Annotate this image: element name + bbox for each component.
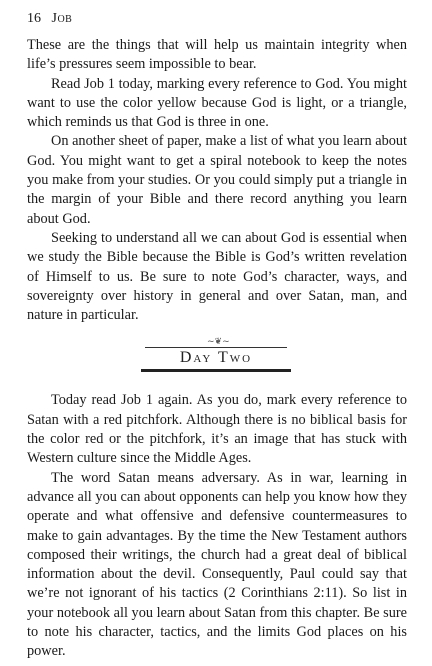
paragraph-1: These are the things that will help us maintain integrity when life’s pressures seem impossible to bear. <box>27 37 407 73</box>
book-page <box>27 10 407 662</box>
body-text-before <box>27 36 407 325</box>
paragraph-2: Read Job 1 today, marking every reference to God. You might want to use the color yellow because God is light, or a triangle, which reminds us that God is three in one. <box>27 75 407 131</box>
section-break <box>27 333 407 381</box>
paragraph-4: Seeking to understand all we can about God is essential when we study the Bible because the Bible is God’s written revelation of Himself to us. Be sure to note God’s character, ways, and sovereignty over history in general and over Satan, man, and nature in particular. <box>27 229 407 324</box>
day-label: Day Two <box>179 349 253 367</box>
day-banner <box>145 339 287 375</box>
running-head <box>27 10 407 30</box>
flourish-ornament-icon: ~❦~ <box>207 337 230 348</box>
book-title: Job <box>51 11 73 26</box>
banner-top-rule <box>145 347 287 348</box>
banner-bottom-rule <box>141 369 291 372</box>
page-number: 16 <box>27 11 41 26</box>
body-text-after <box>27 391 407 661</box>
paragraph-6: The word Satan means adversary. As in war, learning in advance all you can about opponents can help you know how they operate and what offensive and defensive countermeasures to make to gain advantages. By the time the New Testament authors composed their writings, the church had a great deal of biblical information about the devil. Consequently, Paul could say that we’re not ignorant of his tactics (2 Corinthians 2:11). So list in your notebook all you learn about Satan from this chapter. Be sure to note his character, tactics, and the limits God places on his power. <box>27 469 407 660</box>
paragraph-5: Today read Job 1 again. As you do, mark every reference to Satan with a red pitchfork. Although there is no biblical basis for the color red or the pitchfork, it’s an image that has stuck with Western culture since the Middle Ages. <box>27 392 407 467</box>
paragraph-3: On another sheet of paper, make a list of what you learn about God. You might want to get a spiral notebook to keep the notes you make from your studies. Or you could simply put a triangle in the margin of your Bible and there record anything you learn about God. <box>27 133 407 227</box>
